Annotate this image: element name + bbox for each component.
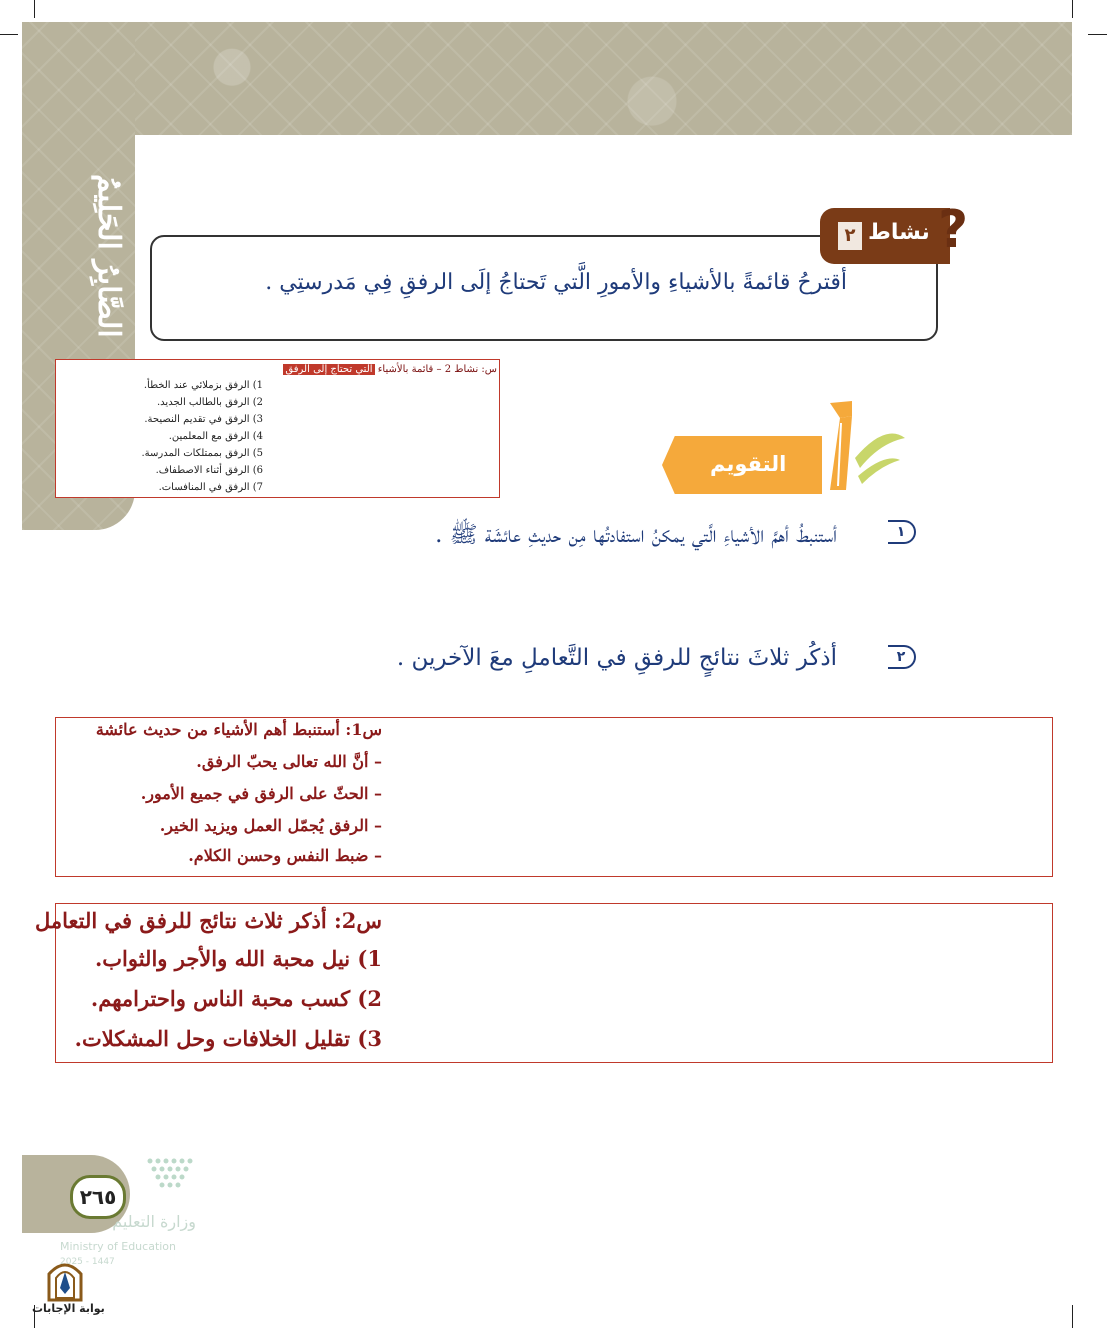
answer-q2-item: 2) كسب محبة الناس واحترامهم. xyxy=(90,986,382,1011)
question-2-text: أذكُر ثلاثَ نتائجٍ للرفقِ في التَّعاملِ معَ الآخرين . xyxy=(396,645,837,671)
activity-answer-item: 3) الرفق في تقديم النصيحة. xyxy=(144,414,263,425)
evaluation-label: التقويم xyxy=(710,452,787,476)
question-1-number: ١ xyxy=(888,520,916,544)
question-mark-icon: ? xyxy=(938,200,969,260)
crop-mark xyxy=(1088,34,1107,35)
chapter-title: الصَّابِرُ الحَلِيمُ xyxy=(91,174,126,338)
activity-number: ٢ xyxy=(838,222,862,250)
crop-mark xyxy=(34,0,35,18)
answer-q1-item: – الرفق يُجمّل العمل ويزيد الخير. xyxy=(159,816,382,835)
activity-text: أقترحُ قائمةً بالأشياءِ والأمورِ الَّتي تَحتاجُ إلَى الرفقِ فِي مَدرستِي . xyxy=(265,270,847,295)
answer-q1-box xyxy=(55,717,1053,877)
answer-q1-heading: س1: أستنبط أهم الأشياء من حديث عائشة xyxy=(95,720,382,739)
answer-q1-item: – الحثّ على الرفق في جميع الأمور. xyxy=(140,784,382,803)
page-number: ٢٦٥ xyxy=(70,1175,126,1219)
ministry-logo-icon xyxy=(140,1155,200,1195)
crop-mark xyxy=(0,34,18,35)
portal-logo-icon xyxy=(45,1258,85,1302)
activity-answer-item: 4) الرفق مع المعلمين. xyxy=(168,431,263,442)
answer-q1-item: – أنَّ الله تعالى يحبّ الرفق. xyxy=(196,752,382,771)
ministry-year: 2025 - 1447 xyxy=(60,1257,115,1267)
ministry-name-en: Ministry of Education xyxy=(60,1240,177,1253)
answer-q2-item: 3) تقليل الخلافات وحل المشكلات. xyxy=(74,1026,382,1051)
activity-answer-item: 5) الرفق بممتلكات المدرسة. xyxy=(141,448,263,459)
activity-answer-heading xyxy=(56,364,497,375)
portal-name: بوابة الإجابات xyxy=(32,1302,105,1315)
crop-mark xyxy=(1072,0,1073,18)
activity-answer-heading-prefix: س: نشاط 2 – قائمة بالأشياء xyxy=(377,364,497,375)
activity-answer-item: 2) الرفق بالطالب الجديد. xyxy=(156,397,263,408)
ministry-name-ar: وزارة التعليم xyxy=(112,1212,196,1231)
answer-q1-item: – ضبط النفس وحسن الكلام. xyxy=(188,846,382,865)
question-1-text: أستنبطُ أهمَّ الأشياءِ الَّتي يمكنُ استفادتُها مِن حديثِ عائشَة ﷺ . xyxy=(435,522,837,548)
crop-mark xyxy=(1072,1305,1073,1328)
activity-answer-item: 7) الرفق في المنافسات. xyxy=(158,482,263,493)
activity-answer-item: 1) الرفق بزملائي عند الخطأ. xyxy=(143,380,263,391)
question-2-number: ٢ xyxy=(888,645,916,669)
answer-q2-box xyxy=(34,903,1053,1063)
activity-answer-box xyxy=(55,359,500,498)
header-banner xyxy=(22,22,1072,135)
activity-answer-item: 6) الرفق أثناء الاصطفاف. xyxy=(155,465,263,476)
pen-icon xyxy=(800,398,910,498)
answer-q2-heading: س2: أذكر ثلاث نتائج للرفق في التعامل xyxy=(34,908,382,933)
activity-label: نشاط xyxy=(868,220,930,245)
activity-answer-heading-highlight: التي تحتاج إلى الرفق xyxy=(285,364,373,375)
answer-q2-item: 1) نيل محبة الله والأجر والثواب. xyxy=(94,946,382,971)
